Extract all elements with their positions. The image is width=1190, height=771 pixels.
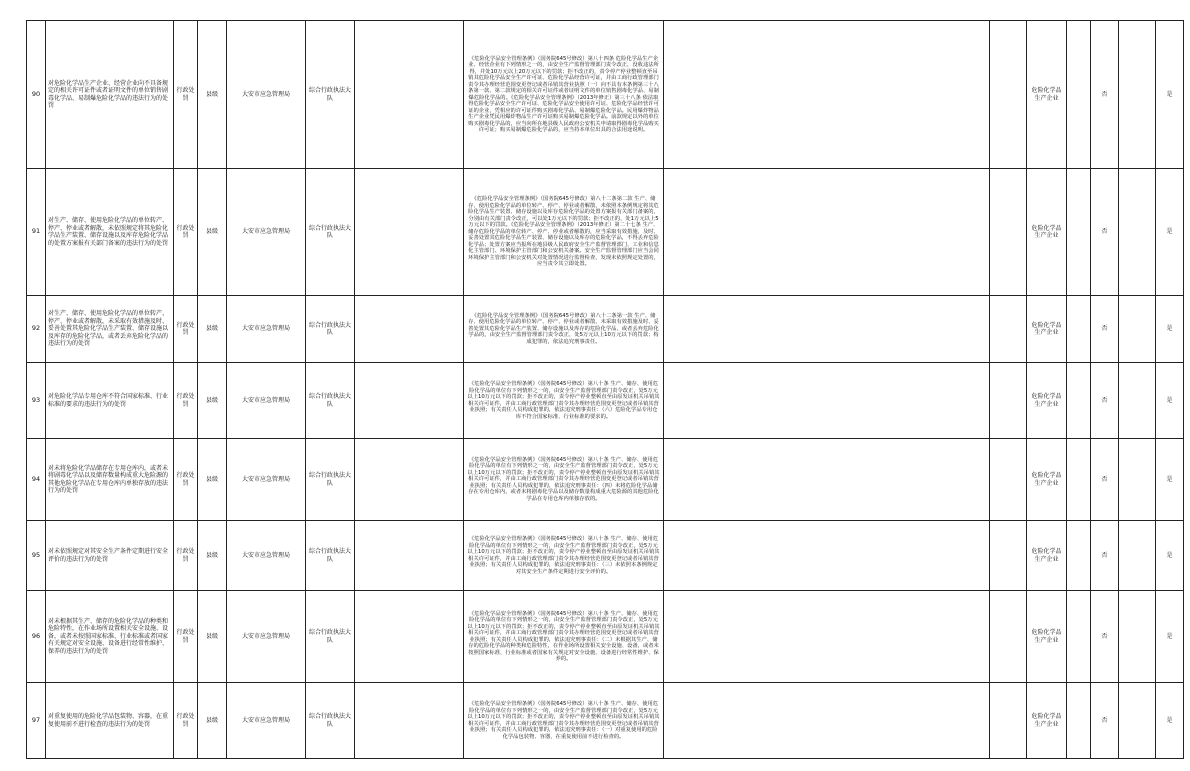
table-row [27, 683, 1184, 759]
row-number: 91 [27, 169, 46, 296]
empty-cell [990, 363, 1027, 439]
empty-cell [1067, 521, 1091, 591]
flag-yes: 是 [1156, 521, 1184, 591]
empty-cell [664, 439, 990, 521]
empty-cell [1067, 439, 1091, 521]
table-row [27, 591, 1184, 683]
empty-cell [1067, 363, 1091, 439]
empty-cell [990, 439, 1027, 521]
empty-cell [990, 521, 1027, 591]
table-row [27, 169, 1184, 296]
implementing-unit: 综合行政执法大队 [306, 21, 355, 169]
exercise-level: 县级 [198, 683, 227, 759]
power-type: 行政处罚 [174, 296, 198, 363]
enforcement-table [26, 20, 1184, 759]
target-object: 危险化学品生产企业 [1027, 21, 1067, 169]
department: 大安市应急管理局 [227, 169, 306, 296]
power-type: 行政处罚 [174, 439, 198, 521]
table-row [27, 363, 1184, 439]
exercise-level: 县级 [198, 521, 227, 591]
row-number: 94 [27, 439, 46, 521]
empty-cell [664, 21, 990, 169]
item-name: 对生产、储存、使用危险化学品的单位转产、停产、停业或者解散，未依照规定将其危险化学品生产装置、储存设施以及库存危险化学品的处置方案报有关部门备案的违法行为的处罚 [46, 169, 174, 296]
empty-cell [664, 521, 990, 591]
implementing-unit: 综合行政执法大队 [306, 296, 355, 363]
table-row [27, 439, 1184, 521]
exercise-level: 县级 [198, 296, 227, 363]
empty-cell [990, 683, 1027, 759]
flag-yes: 是 [1156, 591, 1184, 683]
empty-cell [1067, 591, 1091, 683]
target-object: 危险化学品生产企业 [1027, 683, 1067, 759]
flag-yes: 是 [1156, 296, 1184, 363]
item-name: 对未根据其生产、储存的危险化学品的种类和危险特性，在作业场所设置相关安全设施、设备，或者未按照国家标准、行业标准或者国家有关规定对安全设施、设备进行经常性维护、保养的违法行为的处罚 [46, 591, 174, 683]
empty-cell [355, 683, 464, 759]
department: 大安市应急管理局 [227, 683, 306, 759]
implementing-unit: 综合行政执法大队 [306, 439, 355, 521]
empty-cell [664, 363, 990, 439]
empty-cell [1067, 169, 1091, 296]
empty-cell [1067, 296, 1091, 363]
implementing-unit: 综合行政执法大队 [306, 683, 355, 759]
target-object: 危险化学品生产企业 [1027, 521, 1067, 591]
empty-cell [1067, 683, 1091, 759]
flag-no: 否 [1091, 683, 1119, 759]
exercise-level: 县级 [198, 21, 227, 169]
empty-cell [1067, 21, 1091, 169]
item-name: 对危险化学品生产企业、经营企业向不具备规定的相关许可证件或者证明文件的单位销售剧毒化学品、易制爆危险化学品的违法行为的处罚 [46, 21, 174, 169]
item-name: 对重复使用的危险化学品包装物、容器，在重复使用前不进行检查的违法行为的处罚 [46, 683, 174, 759]
flag-yes: 是 [1156, 683, 1184, 759]
item-name: 对未依照规定对其安全生产条件定期进行安全评价的违法行为的处罚 [46, 521, 174, 591]
empty-cell [990, 591, 1027, 683]
empty-cell [355, 21, 464, 169]
target-object: 危险化学品生产企业 [1027, 296, 1067, 363]
row-number: 93 [27, 363, 46, 439]
table-row [27, 521, 1184, 591]
item-name: 对生产、储存、使用危险化学品的单位转产、停产、停业或者解散，未采取有效措施及时、妥善处置其危险化学品生产装置、储存设施以及库存的危险化学品，或者丢弃危险化学品的违法行为的处罚 [46, 296, 174, 363]
legal-basis: 《危险化学品安全管理条例》（国务院645号修改）第八十二条第二款 生产、储存、使用危险化学品的单位转产、停产、停业或者解散，未依照本条例规定将其危险化学品生产装置、储存设施以及库存危险化学品的处置方案报有关部门备案的，分别由有关部门责令改正，可以处1万元以下的罚款；拒不改正的，处1万元以上5万元以下的罚款。《危险化学品安全管理条例》（2013年修正）第二十七条 生产、储存危险化学品的单位转产、停产、停业或者解散的，应当采取有效措施，及时、妥善处置其危险化学品生产装置、储存设施以及库存的危险化学品，不得丢弃危险化学品；处置方案应当报所在地县级人民政府安全生产监督管理部门、工业和信息化主管部门、环境保护主管部门和公安机关备案。安全生产监督管理部门应当会同环境保护主管部门和公安机关对处置情况进行监督检查，发现未依照规定处置的，应当责令其立即处置。 [464, 169, 664, 296]
empty-cell [990, 21, 1027, 169]
empty-cell [1119, 521, 1156, 591]
empty-cell [355, 591, 464, 683]
exercise-level: 县级 [198, 439, 227, 521]
exercise-level: 县级 [198, 363, 227, 439]
power-type: 行政处罚 [174, 363, 198, 439]
row-number: 92 [27, 296, 46, 363]
table-row [27, 21, 1184, 169]
legal-basis: 《危险化学品安全管理条例》（国务院645号修改）第八十条 生产、储存、使用危险化学品的单位有下列情形之一的，由安全生产监督管理部门责令改正，处5万元以上10万元以下的罚款；拒不改正的，责令停产停业整顿直至由原发证机关吊销其相关许可证件，并由工商行政管理部门责令其办理经营范围变更登记或者吊销其营业执照；有关责任人员构成犯罪的，依法追究刑事责任：（三）未依照本条例规定对其安全生产条件定期进行安全评价的。 [464, 521, 664, 591]
empty-cell [355, 363, 464, 439]
power-type: 行政处罚 [174, 683, 198, 759]
row-number: 95 [27, 521, 46, 591]
flag-no: 否 [1091, 21, 1119, 169]
department: 大安市应急管理局 [227, 591, 306, 683]
implementing-unit: 综合行政执法大队 [306, 591, 355, 683]
exercise-level: 县级 [198, 169, 227, 296]
flag-no: 否 [1091, 439, 1119, 521]
empty-cell [1119, 296, 1156, 363]
department: 大安市应急管理局 [227, 21, 306, 169]
empty-cell [1119, 683, 1156, 759]
flag-no: 否 [1091, 521, 1119, 591]
flag-no: 否 [1091, 363, 1119, 439]
target-object: 危险化学品生产企业 [1027, 169, 1067, 296]
flag-yes: 是 [1156, 21, 1184, 169]
empty-cell [355, 296, 464, 363]
legal-basis: 《危险化学品安全管理条例》（国务院645号修改）第八十条 生产、储存、使用危险化学品的单位有下列情形之一的，由安全生产监督管理部门责令改正，处5万元以上10万元以下的罚款；拒不改正的，责令停产停业整顿直至由原发证机关吊销其相关许可证件，并由工商行政管理部门责令其办理经营范围变更登记或者吊销其营业执照；有关责任人员构成犯罪的，依法追究刑事责任：（六）危险化学品专用仓库不符合国家标准、行业标准的要求的。 [464, 363, 664, 439]
empty-cell [664, 591, 990, 683]
legal-basis: 《危险化学品安全管理条例》（国务院645号修改）第八十条 生产、储存、使用危险化学品的单位有下列情形之一的，由安全生产监督管理部门责令改正，处5万元以上10万元以下的罚款；拒不改正的，责令停产停业整顿直至由原发证机关吊销其相关许可证件，并由工商行政管理部门责令其办理经营范围变更登记或者吊销其营业执照；有关责任人员构成犯罪的，依法追究刑事责任：（一）对重复使用的危险化学品包装物、容器，在重复使用前不进行检查的。 [464, 683, 664, 759]
department: 大安市应急管理局 [227, 296, 306, 363]
empty-cell [1119, 169, 1156, 296]
empty-cell [664, 296, 990, 363]
empty-cell [1119, 439, 1156, 521]
legal-basis: 《危险化学品安全管理条例》（国务院645号修改）第八十四条 危险化学品生产企业、经营企业有下列情形之一的，由安全生产监督管理部门责令改正，没收违法所得，并处10万元以上20万元以下的罚款；拒不改正的，责令停产停业整顿直至吊销其危险化学品安全生产许可证、危险化学品经营许可证，并由工商行政管理部门责令其办理经营范围变更登记或者吊销其营业执照（一）向不具有本条例第三十八条第一款、第二款规定的相关许可证件或者证明文件的单位销售剧毒化学品、易制爆危险化学品的。《危险化学品安全管理条例》（2013年修正）第三十八条 依法取得危险化学品安全生产许可证、危险化学品安全使用许可证、危险化学品经营许可证的企业，凭相应的许可证件购买剧毒化学品、易制爆危险化学品。民用爆炸物品生产企业凭民用爆炸物品生产许可证购买易制爆危险化学品。前款规定以外的单位购买剧毒化学品的，应当向所在地县级人民政府公安机关申请取得剧毒化学品购买许可证；购买易制爆危险化学品的，应当持本单位出具的合法用途说明。 [464, 21, 664, 169]
flag-no: 否 [1091, 591, 1119, 683]
empty-cell [664, 169, 990, 296]
power-type: 行政处罚 [174, 591, 198, 683]
empty-cell [990, 169, 1027, 296]
empty-cell [664, 683, 990, 759]
flag-yes: 是 [1156, 169, 1184, 296]
legal-basis: 《危险化学品安全管理条例》（国务院645号修改）第八十条 生产、储存、使用危险化学品的单位有下列情形之一的，由安全生产监督管理部门责令改正，处5万元以上10万元以下的罚款；拒不改正的，责令停产停业整顿直至由原发证机关吊销其相关许可证件，并由工商行政管理部门责令其办理经营范围变更登记或者吊销其营业执照；有关责任人员构成犯罪的，依法追究刑事责任：（四）未将危险化学品储存在专用仓库内，或者未将剧毒化学品以及储存数量构成重大危险源的其他危险化学品在专用仓库内单独存放的。 [464, 439, 664, 521]
implementing-unit: 综合行政执法大队 [306, 169, 355, 296]
target-object: 危险化学品生产企业 [1027, 591, 1067, 683]
table-row [27, 296, 1184, 363]
empty-cell [1119, 591, 1156, 683]
empty-cell [990, 296, 1027, 363]
row-number: 97 [27, 683, 46, 759]
exercise-level: 县级 [198, 591, 227, 683]
implementing-unit: 综合行政执法大队 [306, 363, 355, 439]
row-number: 96 [27, 591, 46, 683]
empty-cell [1119, 21, 1156, 169]
implementing-unit: 综合行政执法大队 [306, 521, 355, 591]
flag-no: 否 [1091, 169, 1119, 296]
legal-basis: 《危险化学品安全管理条例》（国务院645号修改）第八十二条第一款 生产、储存、使用危险化学品的单位转产、停产、停业或者解散，未采取有效措施及时、妥善处置其危险化学品生产装置、储存设施以及库存的危险化学品，或者丢弃危险化学品的，由安全生产监督管理部门责令改正，处5万元以上10万元以下的罚款；构成犯罪的，依法追究刑事责任。 [464, 296, 664, 363]
item-name: 对危险化学品专用仓库不符合国家标准、行业标准的要求的违法行为的处罚 [46, 363, 174, 439]
power-type: 行政处罚 [174, 169, 198, 296]
department: 大安市应急管理局 [227, 363, 306, 439]
department: 大安市应急管理局 [227, 439, 306, 521]
row-number: 90 [27, 21, 46, 169]
power-type: 行政处罚 [174, 521, 198, 591]
flag-yes: 是 [1156, 439, 1184, 521]
empty-cell [355, 169, 464, 296]
target-object: 危险化学品生产企业 [1027, 439, 1067, 521]
item-name: 对未将危险化学品储存在专用仓库内，或者未将剧毒化学品以及储存数量构成重大危险源的其他危险化学品在专用仓库内单独存放的违法行为的处罚 [46, 439, 174, 521]
department: 大安市应急管理局 [227, 521, 306, 591]
flag-no: 否 [1091, 296, 1119, 363]
flag-yes: 是 [1156, 363, 1184, 439]
spreadsheet [26, 20, 1184, 759]
target-object: 危险化学品生产企业 [1027, 363, 1067, 439]
power-type: 行政处罚 [174, 21, 198, 169]
empty-cell [355, 439, 464, 521]
empty-cell [355, 521, 464, 591]
empty-cell [1119, 363, 1156, 439]
legal-basis: 《危险化学品安全管理条例》（国务院645号修改）第八十条 生产、储存、使用危险化学品的单位有下列情形之一的，由安全生产监督管理部门责令改正，处5万元以上10万元以下的罚款；拒不改正的，责令停产停业整顿直至由原发证机关吊销其相关许可证件，并由工商行政管理部门责令其办理经营范围变更登记或者吊销其营业执照；有关责任人员构成犯罪的，依法追究刑事责任：（二）未根据其生产、储存的危险化学品的种类和危险特性，在作业场所设置相关安全设施、设备，或者未按照国家标准、行业标准或者国家有关规定对安全设施、设备进行经常性维护、保养的。 [464, 591, 664, 683]
